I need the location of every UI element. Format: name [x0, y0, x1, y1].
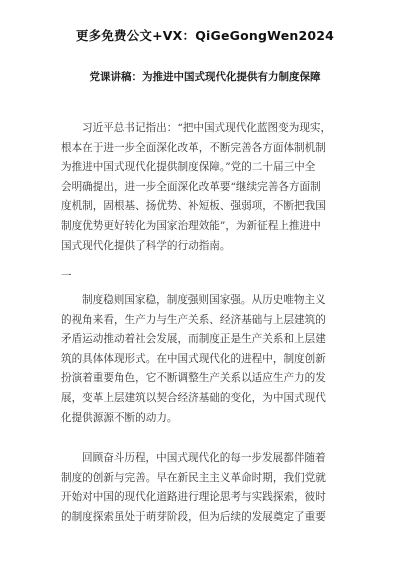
- paragraph-line: 为推进中国式现代化提供制度保障。”党的二十届三中全: [61, 161, 316, 174]
- paragraph-line: 根本在于进一步全面深化改革，不断完善各方面体制机制: [61, 141, 326, 154]
- paragraph-line: 筑的具体体现形式。在中国式现代化的进程中，制度创新: [61, 352, 326, 365]
- section-marker: 一: [61, 270, 72, 282]
- paragraph-line: 会明确提出，进一步全面深化改革要“继续完善各方面制: [61, 180, 321, 193]
- paragraph-line: 扮演着重要角色，它不断调整生产关系以适应生产力的发: [61, 372, 326, 385]
- promo-banner: 更多免费公文+VX：QiGeGongWen2024: [75, 28, 335, 43]
- paragraph-line: 制度稳则国家稳，制度强则国家强。从历史唯物主义: [82, 294, 326, 306]
- paragraph-line: 度机制，固根基、扬优势、补短板、强弱项，不断把我国: [61, 200, 326, 213]
- paragraph-line: 的视角来看，生产力与生产关系、经济基础与上层建筑的: [61, 313, 326, 326]
- paragraph-1: [61, 119, 353, 256]
- paragraph-line: 国式现代化提供了科学的行动指南。: [61, 239, 231, 252]
- paragraph-line: 展，变革上层建筑以契合经济基础的变化，为中国式现代: [61, 391, 326, 404]
- paragraph-line: 习近平总书记指出：“把中国式现代化蓝图变为现实，: [82, 122, 332, 134]
- paragraph-line: 制度的创新与完善。早在新民主主义革命时期，我们党就: [61, 471, 326, 484]
- paragraph-2: [61, 291, 353, 428]
- paragraph-line: 开始对中国的现代化道路进行理论思考与实践探索，彼时: [61, 491, 326, 504]
- paragraph-line: 回顾奋斗历程，中国式现代化的每一步发展都伴随着: [82, 452, 326, 464]
- paragraph-line: 矛盾运动推动着社会发展，而制度正是生产关系和上层建: [61, 333, 326, 346]
- document-title: 党课讲稿：为推进中国式现代化提供有力制度保障: [89, 71, 321, 83]
- paragraph-line: 化提供源源不断的动力。: [61, 411, 178, 424]
- paragraph-3: [61, 449, 353, 527]
- paragraph-line: 制度优势更好转化为国家治理效能”，为新征程上推进中: [61, 219, 321, 232]
- paragraph-line: 的制度探索虽处于萌芽阶段，但为后续的发展奠定了重要: [61, 510, 326, 523]
